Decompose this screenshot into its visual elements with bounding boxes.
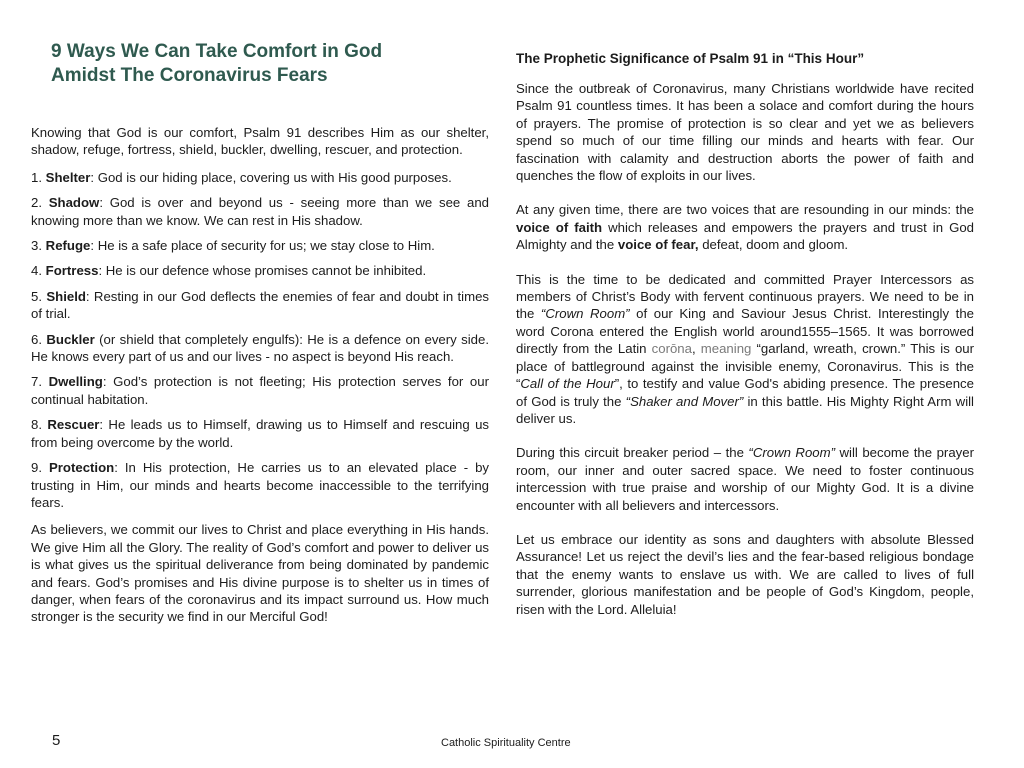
list-item: 7. Dwelling: God’s protection is not fleeting; His protection serves for our continual habitation. <box>31 374 489 407</box>
closing-paragraph: As believers, we commit our lives to Christ and place everything in His hands. We give Him all the Glory. The reality of God’s comfort and power to deliver us is what gives us the spiritual deliverance from being dominated by pandemic and fears. God’s promises and His divine purpose is to shelter us in times of danger, when fears of the coronavirus and its impact surround us. How much stronger is the security we find in our Merciful God! <box>31 522 489 625</box>
list-item: 3. Refuge: He is a safe place of security for us; we stay close to Him. <box>31 238 435 254</box>
right-column <box>516 50 974 635</box>
list-item: 2. Shadow: God is over and beyond us - seeing more than we see and knowing more than we know. We can rest in His shadow. <box>31 195 489 228</box>
way-term: Protection <box>48 460 115 476</box>
right-body <box>516 80 974 618</box>
paragraph-two-voices: At any given time, there are two voices that are resounding in our minds: the voice of faith which releases and empowers the prayers and trust in God Almighty and the voice of fear, defeat, doom and gloom. <box>516 202 974 253</box>
title-line-2: Amidst The Coronavirus Fears <box>51 65 328 86</box>
way-term: Buckler <box>46 331 95 347</box>
intro-paragraph: Knowing that God is our comfort, Psalm 91 describes Him as our shelter, shadow, refuge, fortress, shield, buckler, dwelling, rescuer, and protection. <box>31 125 489 158</box>
voice-of-fear: voice of fear, <box>617 237 699 253</box>
call-of-the-hour: Call of the Hour <box>520 376 615 392</box>
page-number: 5 <box>52 732 61 749</box>
meaning-word: meaning <box>700 341 752 357</box>
corona-word: corōna <box>651 341 692 357</box>
crown-room-phrase: “Crown Room” <box>748 445 835 461</box>
paragraph-circuit-breaker: During this circuit breaker period – the “Crown Room” will become the prayer room, our inner and outer sacred space. We need to foster continuous intercession with true praise and worship of our Mighty God. It is a divine encounter with all believers and intercessors. <box>516 445 974 513</box>
voice-of-faith: voice of faith <box>516 219 603 235</box>
crown-room-phrase: “Crown Room” <box>540 306 630 322</box>
shaker-and-mover: “Shaker and Mover” <box>625 393 744 409</box>
list-item: 8. Rescuer: He leads us to Himself, drawing us to Himself and rescuing us from being overcome by the world. <box>31 417 489 450</box>
list-item: 6. Buckler (or shield that completely engulfs): He is a defence on every side. He knows every part of us and our lives - no aspect is beyond His reach. <box>31 331 489 365</box>
way-term: Refuge <box>45 238 91 254</box>
left-body <box>31 124 489 626</box>
paragraph-embrace: Let us embrace our identity as sons and daughters with absolute Blessed Assurance! Let us reject the devil’s lies and the fear-based religious bondage that the enemy wants to enslave us with. We are called to lives of full surrender, glorious manifestation and be people of God’s Kingdom, people, risen with the Lord. Alleluia! <box>516 531 974 617</box>
list-item: 5. Shield: Resting in our God deflects the enemies of fear and doubt in times of trial. <box>31 288 489 322</box>
list-item: 4. Fortress: He is our defence whose promises cannot be inhibited. <box>31 263 427 279</box>
way-term: Shadow <box>48 195 100 211</box>
paragraph-crown-room: This is the time to be dedicated and committed Prayer Intercessors as members of Christ’s Body with fervent continuous prayers. We need to be in the “Crown Room” of our King and Saviour Jesus Christ. Interestingly the word Corona entered the English world around1555–1565. It was borrowed directly from the Latin corōna, meaning “garland, wreath, crown.” This is our place of battleground against the invisible enemy, Coronavirus. This is the “Call of the Hour”, to testify and value God's abiding presence. The presence of God is truly the “Shaker and Mover” in this battle. His Mighty Right Arm will deliver us. <box>516 271 974 426</box>
left-column <box>31 40 489 634</box>
way-term: Fortress <box>45 263 99 279</box>
list-item: 1. Shelter: God is our hiding place, covering us with His good purposes. <box>31 169 452 185</box>
paragraph-outbreak: Since the outbreak of Coronavirus, many Christians worldwide have recited Psalm 91 countless times. It has been a solace and comfort during the hours of prayers. The promise of protection is so clear and yet we as believers spend so much of our time filling our minds and hearts with fear. Our fascination with calamity and destruction aborts the power of faith and quenches the flow of exploits in our lives. <box>516 81 974 184</box>
section-title: The Prophetic Significance of Psalm 91 in “This Hour” <box>516 51 865 66</box>
footer-text: Catholic Spirituality Centre <box>441 737 571 749</box>
way-term: Shield <box>46 288 86 304</box>
list-item: 9. Protection: In His protection, He carries us to an elevated place - by trusting in Him, our minds and hearts become inaccessible to the terrifying fears. <box>31 460 489 510</box>
way-term: Shelter <box>45 169 91 185</box>
title-line-1: 9 Ways We Can Take Comfort in God <box>51 41 383 62</box>
way-term: Dwelling <box>48 374 103 390</box>
page-title <box>51 40 489 88</box>
way-term: Rescuer <box>47 417 100 433</box>
